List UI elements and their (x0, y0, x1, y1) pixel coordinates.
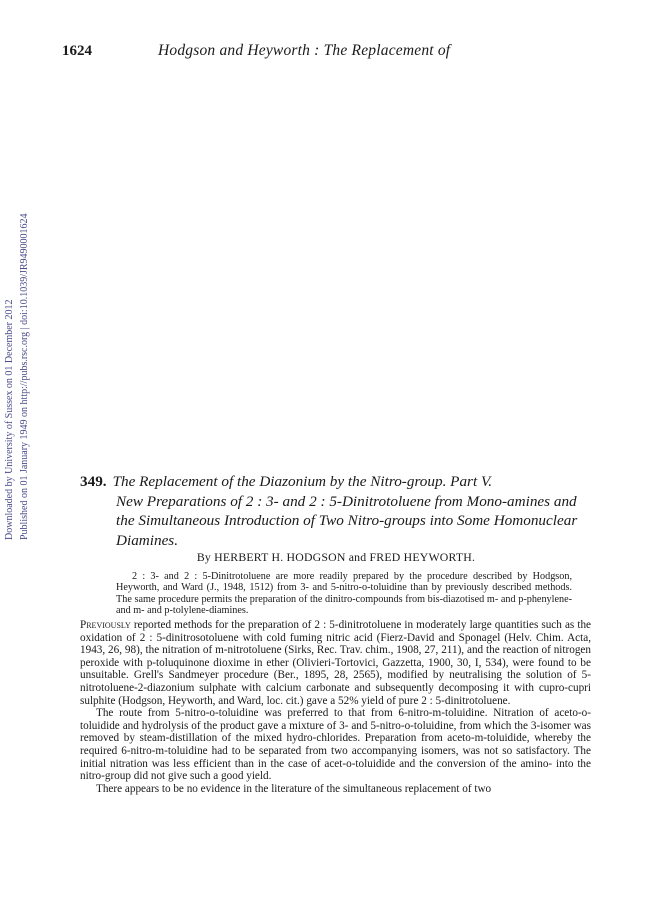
article-body (80, 619, 591, 795)
running-head: Hodgson and Heyworth : The Replacement of (158, 42, 451, 59)
download-watermark (4, 170, 40, 540)
paragraph-1-text: reported methods for the preparation of 2 : 5-dinitrotoluene in moderately large quantities such as the oxidation of 2 : 5-dinitrosotoluene with cold fuming nitric acid (Fierz-David and Sponagel (Helv. Chim. Acta, 1943, 26, 98), the nitration of m-nitrotoluene (Sirks, Rec. Trav. chim., 1908, 27, 211), and the reaction of nitrogen peroxide with p-toluquinone dioxime in ether (Olivieri-Tortovici, Gazzetta, 1900, 30, I, 534), were found to be unsuitable. Grell's Sandmeyer procedure (Ber., 1895, 28, 2565), modified by neutralising the solution of 5-nitrotoluene-2-diazonium sulphate with calcium carbonate and subsequently decomposing it with cupro-cupri sulphite (Hodgson, Heyworth, and Ward, loc. cit.) gave a 52% yield of pure 2 : 5-dinitrotoluene. (80, 619, 591, 707)
article-title (80, 472, 590, 550)
abstract: 2 : 3- and 2 : 5-Dinitrotoluene are more readily prepared by the procedure described by Hodgson, Heyworth, and Ward (J., 1948, 1512) from 3- and 5-nitro-o-toluidine than by previously described methods. The same procedure permits the preparation of the dinitro-compounds from bis-diazotised m- and p-phenylene- and m- and p-tolylene-diamines. (116, 571, 572, 617)
page-number: 1624 (62, 43, 92, 59)
watermark-download-line: Downloaded by University of Sussex on 01 December 2012 (4, 299, 15, 540)
title-continuation: New Preparations of 2 : 3- and 2 : 5-Dinitrotoluene from Mono-amines and the Simultaneous Introduction of Two Nitro-groups into Some Homonuclear Diamines. (116, 492, 578, 549)
article-number: 349. (80, 473, 107, 490)
paragraph-1 (80, 619, 591, 707)
paragraph-lead-word: Previously (80, 619, 131, 631)
author-byline: By HERBERT H. HODGSON and FRED HEYWORTH. (196, 550, 476, 564)
title-first-line: The Replacement of the Diazonium by the Nitro-group. Part V. (112, 473, 493, 490)
watermark-publication-line: Published on 01 January 1949 on http://pubs.rsc.org | doi:10.1039/JR9490001624 (19, 213, 30, 540)
paragraph-3: There appears to be no evidence in the literature of the simultaneous replacement of two (96, 782, 492, 795)
paragraph-2: The route from 5-nitro-o-toluidine was preferred to that from 6-nitro-m-toluidine. Nitration of aceto-o-toluidide and hydrolysis of the product gave a mixture of 3- and 5-nitro-o-toluidine, from which the 3-isomer was removed by steam-distillation of the mixed hydro-chlorides. Preparation from aceto-m-toluidide, whereby the required 6-nitro-m-toluidine had to be separated from two accompanying isomers, was not so satisfactory. The initial nitration was less efficient than in the case of acet-o-toluidide and the conversion of the amino- into the nitro-group did not give such a good yield. (80, 707, 591, 783)
